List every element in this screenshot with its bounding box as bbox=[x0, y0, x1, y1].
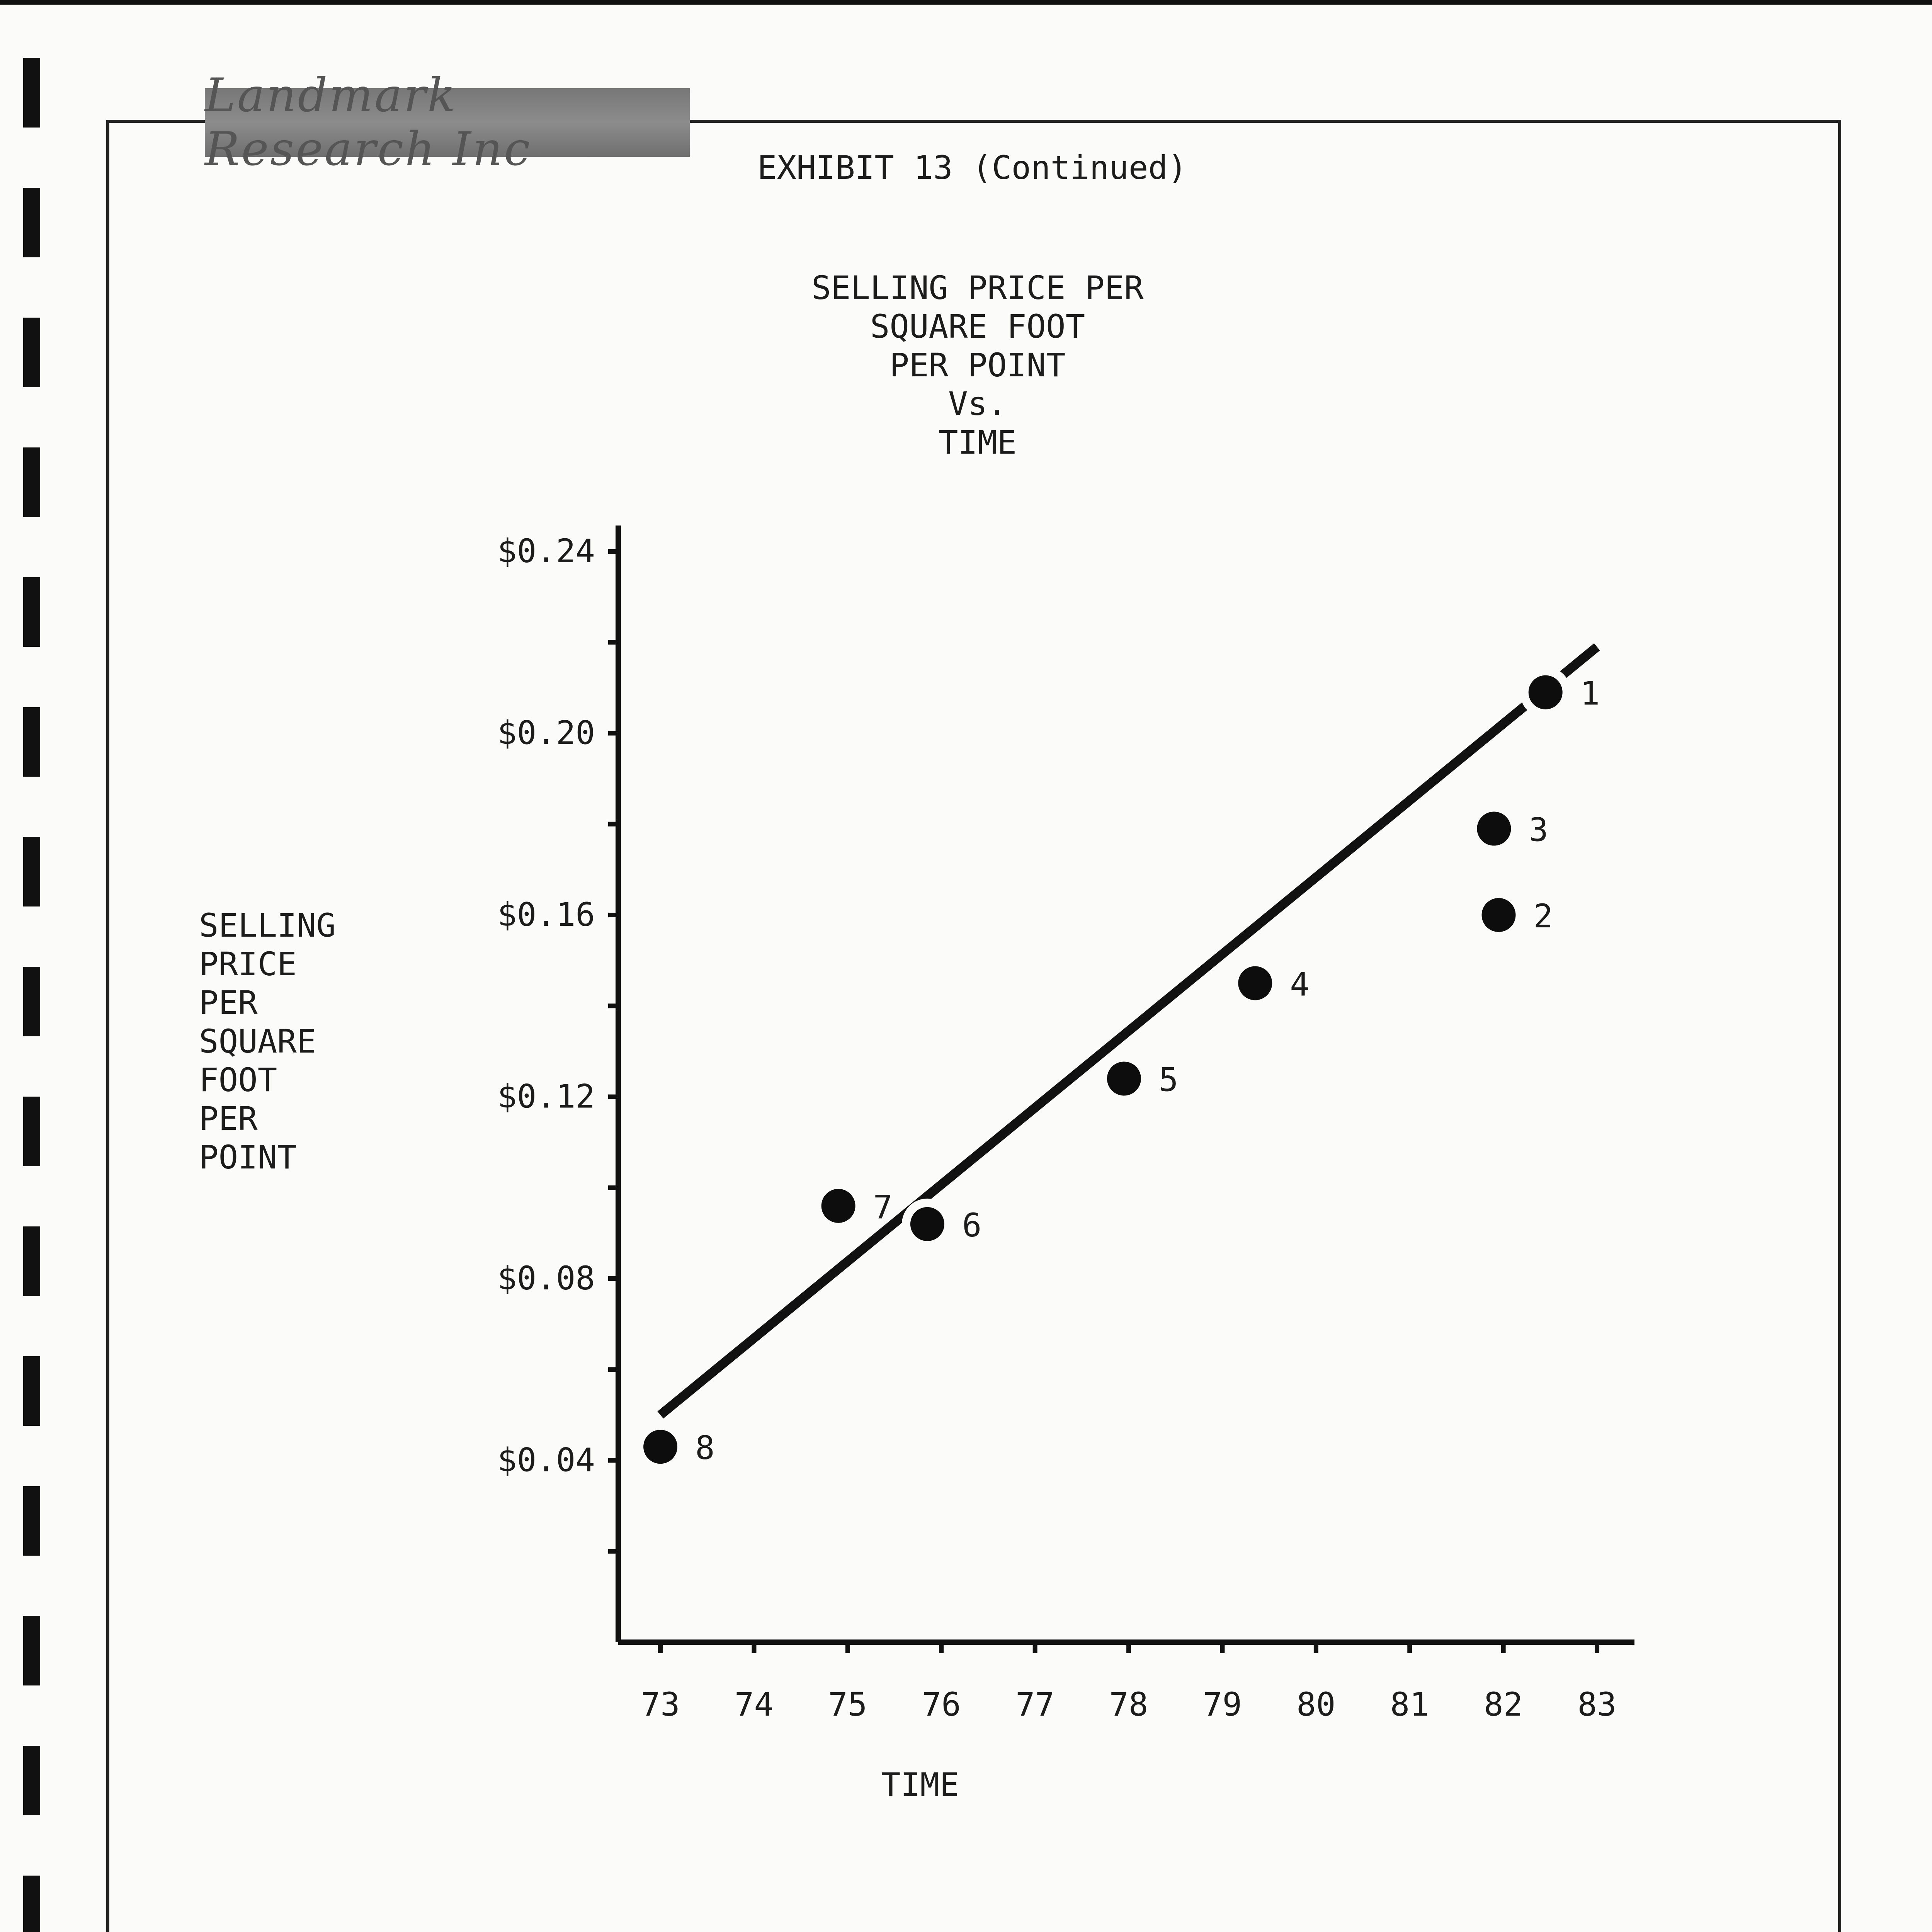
y-tick-label: $0.12 bbox=[497, 1077, 595, 1116]
x-tick-label: 80 bbox=[1296, 1685, 1336, 1723]
y-axis-title-line: PER bbox=[199, 984, 258, 1022]
data-point-label: 3 bbox=[1529, 811, 1548, 849]
y-tick-label: $0.04 bbox=[497, 1441, 595, 1479]
y-axis-title-line: PRICE bbox=[199, 945, 297, 983]
chart-title-line: PER POINT bbox=[889, 346, 1066, 384]
data-point-label: 7 bbox=[873, 1188, 893, 1226]
data-point-label: 6 bbox=[962, 1206, 982, 1244]
x-tick-label: 82 bbox=[1484, 1685, 1523, 1723]
y-axis-title-line: POINT bbox=[199, 1138, 297, 1176]
chart-title-line: TIME bbox=[938, 423, 1017, 461]
data-point bbox=[643, 1430, 677, 1464]
x-tick-label: 83 bbox=[1577, 1685, 1617, 1723]
regression-line bbox=[660, 647, 1597, 1415]
data-point-label: 2 bbox=[1533, 897, 1553, 935]
y-axis-title-line: SQUARE bbox=[199, 1022, 316, 1060]
data-point-label: 5 bbox=[1158, 1061, 1179, 1099]
chart-title-line: SQUARE FOOT bbox=[870, 308, 1085, 345]
x-tick-label: 73 bbox=[641, 1685, 680, 1723]
data-point-label: 8 bbox=[695, 1429, 715, 1467]
y-tick-label: $0.24 bbox=[497, 532, 595, 570]
x-tick-label: 74 bbox=[734, 1685, 774, 1723]
x-tick-label: 78 bbox=[1109, 1685, 1148, 1723]
data-point bbox=[1529, 675, 1563, 709]
data-point-label: 4 bbox=[1290, 965, 1310, 1003]
data-point bbox=[1482, 898, 1516, 932]
y-axis-title-line: SELLING bbox=[199, 906, 336, 944]
data-point bbox=[1238, 966, 1272, 1000]
y-axis-title-line: PER bbox=[199, 1100, 258, 1138]
company-logo: Landmark Research Inc bbox=[205, 69, 532, 176]
data-point-label: 1 bbox=[1580, 674, 1600, 713]
x-tick-label: 76 bbox=[922, 1685, 961, 1723]
x-axis-title: TIME bbox=[881, 1766, 959, 1804]
y-tick-label: $0.16 bbox=[497, 896, 595, 934]
x-tick-label: 77 bbox=[1015, 1685, 1055, 1723]
y-axis-title-line: FOOT bbox=[199, 1061, 277, 1099]
exhibit-heading: EXHIBIT 13 (Continued) bbox=[757, 149, 1187, 187]
y-tick-label: $0.08 bbox=[497, 1259, 595, 1298]
data-point bbox=[1477, 812, 1511, 846]
x-tick-label: 79 bbox=[1202, 1685, 1242, 1723]
data-point bbox=[1107, 1061, 1141, 1095]
chart-title-line: SELLING PRICE PER bbox=[811, 269, 1144, 307]
y-tick-label: $0.20 bbox=[497, 714, 595, 752]
x-tick-label: 75 bbox=[828, 1685, 867, 1723]
data-point bbox=[910, 1207, 944, 1241]
data-point bbox=[821, 1189, 855, 1223]
x-tick-label: 81 bbox=[1390, 1685, 1429, 1723]
chart-title-line: Vs. bbox=[948, 385, 1007, 423]
